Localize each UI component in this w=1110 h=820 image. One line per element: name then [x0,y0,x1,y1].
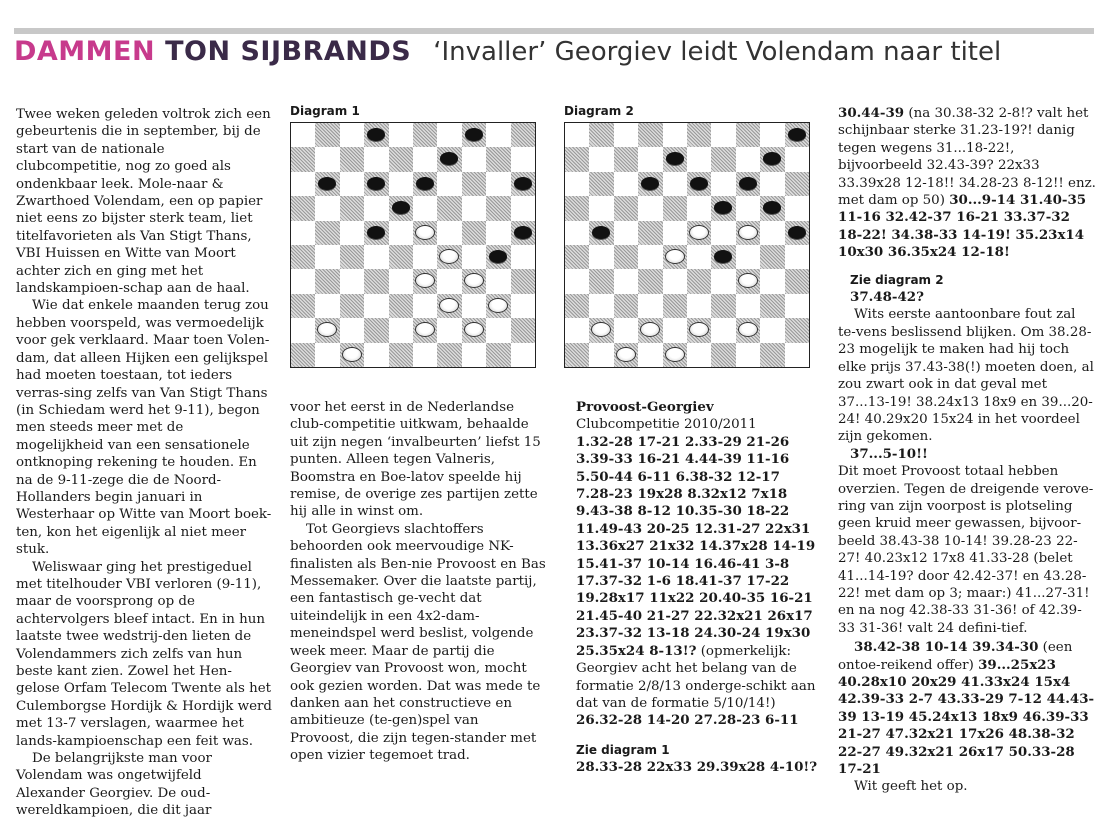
dark-square [638,221,662,245]
light-square [663,123,687,147]
moves: 30...9-14 31.40-35 11-16 32.42-37 16-21 33.37-32 18-22! 34.38-33 14-19! 35.23x14 10x30 36.35x24 12-18! [838,192,1087,261]
column-3 [576,399,822,777]
dark-square [760,294,784,318]
light-square [389,221,413,245]
light-square [437,221,461,245]
white-piece [317,322,337,337]
dark-square [437,245,461,269]
light-square [614,318,638,342]
light-square [589,245,613,269]
light-square [291,221,315,245]
dark-square [462,221,486,245]
dark-square [785,123,809,147]
light-square [565,123,589,147]
dark-square [614,294,638,318]
light-square [291,269,315,293]
dark-square [315,172,339,196]
white-piece [464,273,484,288]
black-piece [641,177,659,190]
dark-square [340,196,364,220]
dark-square [486,245,510,269]
light-square [711,221,735,245]
paragraph: Twee weken geleden voltrok zich een gebeurtenis die in september, bij de start van de nationale clubcompetitie, nog zo goed als ondenkbaar leek. Mole-naar & Zwarthoed Volendam, een op papier niet eens zo bijster sterk team, liet titelfavorieten als Van Stigt Thans, VBI Huissen en Witte van Moort achter zich en ging met het landskampioen-schap aan de haal. [16,107,271,297]
light-square [486,123,510,147]
light-square [663,318,687,342]
paragraph: Wit geeft het op. [854,779,968,795]
dark-square [638,269,662,293]
light-square [437,172,461,196]
light-square [486,221,510,245]
dark-square [364,221,388,245]
moves: 1.32-28 17-21 2.33-29 21-26 3.39-33 16-21 4.44-39 11-16 5.50-44 6-11 6.38-32 12-17 7.28-23 19x28 8.32x12 7x18 9.43-38 8-12 10.35-30 18-22 11.49-43 20-25 12.31-27 22x31 13.36x27 21x32 14.37x28 14-19 15.41-37 10-14 16.46-41 3-8 17.37-32 1-6 18.41-37 17-22 19.28x17 11x22 20.40-35 16-21 21.45-40 21-27 22.32x21 26x17 23.37-32 13-18 24.30-24 19x30 25.35x24 8-13!? [576,433,816,659]
dark-square [413,221,437,245]
game-moves [838,105,1096,262]
light-square [565,172,589,196]
white-piece [689,225,709,240]
moves: 37...5-10!! [850,445,928,462]
game-moves [838,639,1096,778]
dark-square [589,123,613,147]
black-piece [367,226,385,239]
light-square [589,196,613,220]
light-square [413,147,437,171]
light-square [760,123,784,147]
light-square [736,294,760,318]
light-square [364,294,388,318]
dark-square [565,245,589,269]
dark-square [291,245,315,269]
light-square [589,343,613,367]
light-square [389,172,413,196]
light-square [760,221,784,245]
headline: ‘Invaller’ Georgiev leidt Volendam naar titel [433,37,1002,67]
diagram-reference: Zie diagram 2 [850,272,944,287]
dark-square [389,294,413,318]
white-piece [738,273,758,288]
paragraph: Wie dat enkele maanden terug zou hebben voorspeld, was vermoedelijk voor gek verklaard. Maar toen Volen-dam, dat alleen Hijken een gelijkspel had moeten toestaan, tot ieders verras-sing zelfs van Van Stigt Thans (in Schiedam werd het 9-11), begon men steeds meer met de mogelijkheid van een sensationele ontknoping rekening te houden. En na de 9-11-zege die de Noord-Hollanders begin januari in Westerhaar op Witte van Moort boek-ten, kon het eigenlijk al niet meer stuk. [16,298,272,558]
light-square [364,147,388,171]
black-piece [367,177,385,190]
light-square [638,196,662,220]
white-piece [464,322,484,337]
light-square [315,245,339,269]
light-square [687,294,711,318]
light-square [760,172,784,196]
light-square [785,147,809,171]
light-square [315,343,339,367]
light-square [291,172,315,196]
light-square [638,294,662,318]
paragraph: Weliswaar ging het prestigeduel met titelhouder VBI verloren (9-11), maar de voorsprong op de achtervolgers bleef intact. En in hun laatste twee wedstrij-den lieten de Volendammers zich zelfs van hun beste kant zien. Zowel het Hen-gelose Orfam Telecom Twente als het Culemborgse Hordijk & Hordijk werd met 13-7 verslagen, waarmee het lands-kampioenschap een feit was. [16,559,273,749]
moves: 30.44-39 [838,105,905,121]
light-square [638,147,662,171]
black-piece [739,177,757,190]
black-piece [392,201,410,214]
dark-square [711,294,735,318]
light-square [462,343,486,367]
light-square [437,123,461,147]
light-square [462,147,486,171]
black-piece [514,177,532,190]
black-piece [514,226,532,239]
white-piece [439,298,459,313]
dark-square [364,172,388,196]
light-square [614,123,638,147]
dark-square [437,294,461,318]
column-1 [16,106,274,820]
paragraph: Dit moet Provoost totaal hebben overzien. Tegen de dreigende verove-ring van zijn voorpost is plotseling geen kruid meer gewassen, bijvoor-beeld 38.43-38 10-14! 39.28-23 22-27! 40.23x12 17x8 41.33-28 (belet 41...14-19? door 42.42-37! en 43.28-22! met dam op 3; maar:) 41...27-31! en na nog 42.38-33 31-36! of 42.39-33 31-36! valt 24 defini-tief. [838,464,1094,636]
dark-square [364,269,388,293]
light-square [638,343,662,367]
dark-square [638,172,662,196]
paragraph: voor het eerst in de Nederlandse club-competitie uitkwam, behaalde uit zijn negen ‘invalbeurten’ liefst 15 punten. Alleen tegen Valneris, Boomstra en Boe-latov speelde hij remise, de overige zes partijen zette hij alle in winst om. [290,400,541,520]
dark-square [687,318,711,342]
dark-square [565,196,589,220]
light-square [340,318,364,342]
light-square [663,172,687,196]
dark-square [511,269,535,293]
dark-square [638,318,662,342]
dark-square [663,245,687,269]
light-square [760,269,784,293]
light-square [785,294,809,318]
dark-square [486,147,510,171]
dark-square [785,318,809,342]
dark-square [291,196,315,220]
dark-square [687,221,711,245]
diagram-1-board [290,122,536,368]
dark-square [413,123,437,147]
light-square [315,294,339,318]
dark-square [565,147,589,171]
light-square [638,245,662,269]
black-piece [788,128,806,141]
light-square [687,196,711,220]
light-square [785,196,809,220]
dark-square [614,245,638,269]
paragraph: Tot Georgievs slachtoffers behoorden ook meervoudige NK-finalisten als Ben-nie Provoost en Bas Messemaker. Over die laatste partij, een fantastisch ge-vecht dat uiteindelijk in een 4x2-dam-meneindspel werd beslist, volgende week meer. Maar de partij die Georgiev van Provoost won, mocht ook gezien worden. Dat was mede te danken aan het constructieve en ambitieuze (te-gen)spel van Provoost, die zijn tegen-stander met open vizier tegemoet trad. [290,521,546,764]
light-square [565,318,589,342]
section-title: DAMMEN [14,36,156,67]
white-piece [640,322,660,337]
dark-square [711,196,735,220]
light-square [291,318,315,342]
dark-square [511,318,535,342]
dark-square [663,196,687,220]
light-square [711,318,735,342]
dark-square [736,221,760,245]
dark-square [711,147,735,171]
light-square [437,269,461,293]
black-piece [489,250,507,263]
white-piece [415,225,435,240]
light-square [437,318,461,342]
white-piece [616,347,636,362]
light-square [565,269,589,293]
light-square [389,123,413,147]
dark-square [462,318,486,342]
game-title: Provoost-Georgiev [576,399,714,415]
dark-square [589,172,613,196]
dark-square [614,196,638,220]
light-square [462,196,486,220]
light-square [760,318,784,342]
light-square [785,343,809,367]
dark-square [315,269,339,293]
light-square [736,147,760,171]
dark-square [462,123,486,147]
dark-square [462,172,486,196]
light-square [315,196,339,220]
light-square [413,245,437,269]
white-piece [415,273,435,288]
dark-square [736,269,760,293]
dark-square [663,343,687,367]
light-square [413,196,437,220]
dark-square [389,343,413,367]
dark-square [413,269,437,293]
light-square [511,147,535,171]
moves: 37.48-42? [850,289,924,306]
black-piece [714,250,732,263]
light-square [711,172,735,196]
light-square [687,343,711,367]
dark-square [736,123,760,147]
light-square [614,269,638,293]
light-square [711,123,735,147]
black-piece [440,152,458,165]
dark-square [760,147,784,171]
light-square [687,245,711,269]
paragraph: De belangrijkste man voor Volendam was ongetwijfeld Alexander Georgiev. De oud-wereldkampioen, die dit jaar [16,751,212,819]
light-square [486,172,510,196]
light-square [663,221,687,245]
diagram-2-board [564,122,810,368]
dark-square [663,294,687,318]
author-name: TON SIJBRANDS [165,36,412,67]
light-square [614,221,638,245]
light-square [687,147,711,171]
moves: 28.33-28 22x33 29.39x28 4-10!? [576,759,818,776]
light-square [663,269,687,293]
dark-square [589,221,613,245]
dark-square [413,172,437,196]
black-piece [714,201,732,214]
light-square [315,147,339,171]
light-square [389,318,413,342]
dark-square [663,147,687,171]
moves: 38.42-38 10-14 39.34-30 [854,639,1039,656]
black-piece [318,177,336,190]
black-piece [416,177,434,190]
black-piece [763,201,781,214]
white-piece [415,322,435,337]
light-square [785,245,809,269]
dark-square [785,172,809,196]
dark-square [687,269,711,293]
dark-square [486,196,510,220]
dark-square [736,172,760,196]
light-square [565,221,589,245]
light-square [589,294,613,318]
moves: 26.32-28 14-20 27.28-23 6-11 [576,712,799,729]
dark-square [364,123,388,147]
light-square [511,196,535,220]
dark-square [315,221,339,245]
moves: 39...25x23 40.28x10 20x29 41.33x24 15x4 42.39-33 2-7 43.33-29 7-12 44.43-39 13-19 45.24x13 18x9 46.39-33 21-27 47.32x21 17x26 48.38-32 22-27 49.32x21 26x17 50.33-28 17-21 [838,656,1095,778]
top-rule [14,28,1094,34]
dark-square [364,318,388,342]
dark-square [760,245,784,269]
light-square [364,343,388,367]
dark-square [614,343,638,367]
dark-square [565,343,589,367]
black-piece [690,177,708,190]
light-square [486,269,510,293]
dark-square [638,123,662,147]
dark-square [589,318,613,342]
game-subtitle: Clubcompetitie 2010/2011 [576,417,757,433]
black-piece [788,226,806,239]
dark-square [486,294,510,318]
dark-square [340,245,364,269]
black-piece [666,152,684,165]
annotation: (opmerkelijk: Georgiev acht het belang van de formatie 2/8/13 onderge-schikt aan dat van de formatie 5/10/14!) [576,643,816,711]
white-piece [738,322,758,337]
light-square [462,294,486,318]
dark-square [389,245,413,269]
light-square [511,294,535,318]
diagram-2-label: Diagram 2 [564,104,634,118]
dark-square [687,172,711,196]
light-square [340,269,364,293]
dark-square [565,294,589,318]
light-square [736,343,760,367]
dark-square [687,123,711,147]
light-square [511,343,535,367]
light-square [340,172,364,196]
light-square [736,196,760,220]
column-4 [838,105,1096,796]
dark-square [291,147,315,171]
dark-square [413,318,437,342]
annotation: (een ontoe-reikend offer) [838,640,1073,673]
dark-square [291,294,315,318]
dark-square [389,147,413,171]
light-square [711,269,735,293]
white-piece [591,322,611,337]
black-piece [465,128,483,141]
light-square [340,123,364,147]
dark-square [760,196,784,220]
light-square [736,245,760,269]
dark-square [291,343,315,367]
paragraph: Wits eerste aantoonbare fout zal te-vens beslissend blijken. Om 38.28-23 mogelijk te maken had hij toch elke prijs 37.43-38(!) moeten doen, al zou zwart ook in dat geval met 37...13-19! 38.24x13 18x9 en 39...20-24! 40.29x20 15x24 in het voordeel zijn gekomen. [838,307,1094,445]
white-piece [665,347,685,362]
light-square [340,221,364,245]
annotation: (na 30.38-32 2-8!? valt het schijnbaar sterke 31.23-19?! danig tegen wegens 31...18-22!, bijvoorbeeld 32.43-39? 22x33 33.39x28 12-18!! 34.28-23 8-12!! enz. met dam op 50) [838,106,1096,209]
game-moves [576,434,822,730]
white-piece [488,298,508,313]
dark-square [437,196,461,220]
dark-square [340,343,364,367]
dark-square [711,343,735,367]
light-square [589,147,613,171]
dark-square [437,147,461,171]
diagram-1-label: Diagram 1 [290,104,360,118]
dark-square [589,269,613,293]
dark-square [437,343,461,367]
white-piece [738,225,758,240]
black-piece [367,128,385,141]
light-square [511,245,535,269]
black-piece [592,226,610,239]
dark-square [785,221,809,245]
dark-square [760,343,784,367]
light-square [291,123,315,147]
light-square [486,318,510,342]
dark-square [340,294,364,318]
light-square [364,196,388,220]
white-piece [439,249,459,264]
light-square [389,269,413,293]
page-header [14,36,1001,76]
dark-square [340,147,364,171]
column-2 [290,399,546,765]
white-piece [665,249,685,264]
light-square [364,245,388,269]
dark-square [736,318,760,342]
light-square [413,343,437,367]
light-square [614,172,638,196]
dark-square [711,245,735,269]
dark-square [511,172,535,196]
dark-square [462,269,486,293]
dark-square [614,147,638,171]
white-piece [689,322,709,337]
dark-square [486,343,510,367]
dark-square [315,318,339,342]
dark-square [511,123,535,147]
white-piece [342,347,362,362]
dark-square [389,196,413,220]
black-piece [763,152,781,165]
dark-square [315,123,339,147]
light-square [462,245,486,269]
diagram-reference: Zie diagram 1 [576,742,670,757]
light-square [413,294,437,318]
dark-square [785,269,809,293]
dark-square [511,221,535,245]
